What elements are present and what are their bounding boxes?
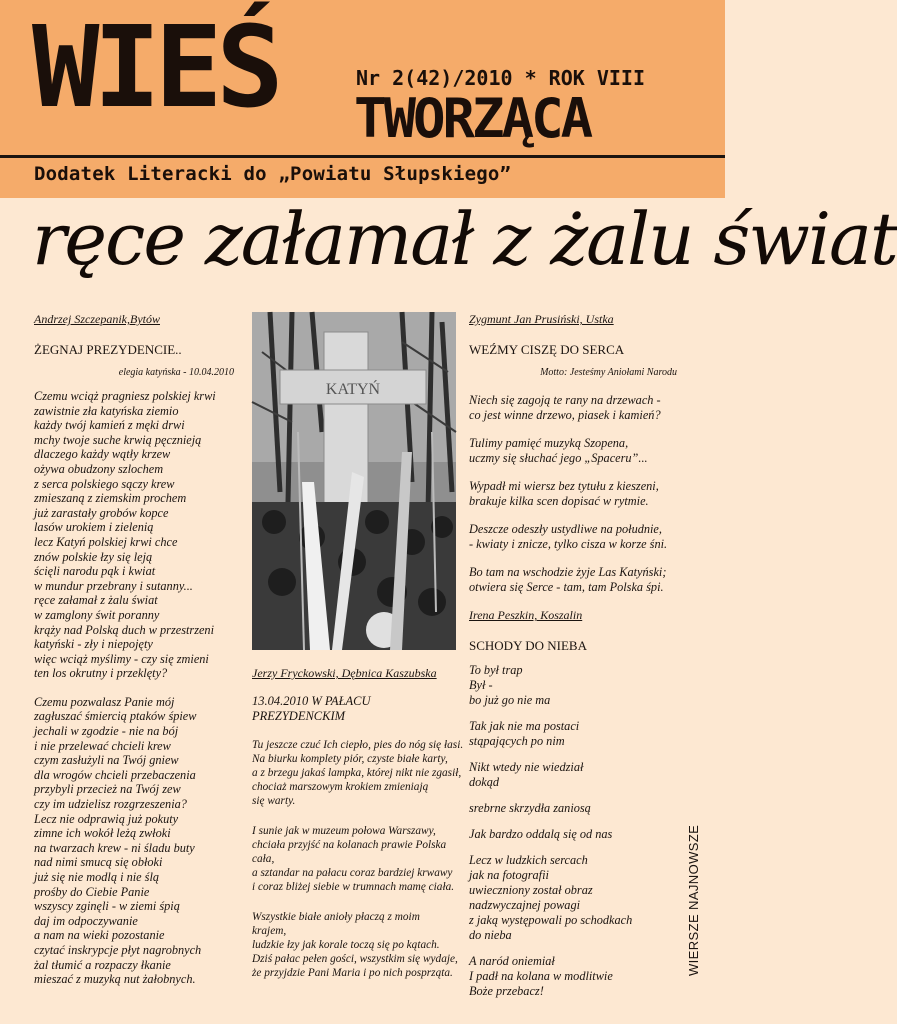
poem-line: dla wrogów chcieli przebaczenia — [34, 767, 196, 782]
poem-author: Jerzy Fryckowski, Dębnica Kaszubska — [252, 666, 437, 680]
poem-stanza — [469, 663, 677, 708]
poem-line: ożywa obudzony szlochem — [34, 461, 164, 476]
right-column — [469, 312, 677, 1010]
poem-line: prośby do Ciebie Panie — [34, 884, 150, 899]
poem-line: i nie przelewać chcieli krew — [34, 738, 171, 753]
poem-line: a z brzegu jakaś lampka, której nikt nie zgasił, — [252, 767, 462, 779]
poem-line: uczmy się słuchać jego „Spaceru”... — [469, 451, 648, 465]
poem-stanza — [469, 827, 677, 842]
poem-motto: Motto: Jesteśmy Aniołami Narodu — [540, 367, 677, 378]
poem-line: Na biurku komplety piór, czyste białe karty, — [252, 753, 448, 765]
poem-line: dlaczego każdy wątły krzew — [34, 447, 171, 462]
poem-line: przybyli przecież na Twój zew — [34, 782, 181, 797]
poem-author: Irena Peszkin, Koszalin — [469, 608, 583, 622]
poem-stanza — [469, 565, 677, 595]
poem-line: nadzwyczajnej powagi — [469, 898, 581, 912]
poem-line: Niech się zagoją te rany na drzewach - — [469, 393, 661, 407]
poem-line: w zamglony świt poranny — [34, 607, 160, 622]
poem-line: Czemu pozwalasz Panie mój — [34, 694, 175, 709]
poem-title: 13.04.2010 W PAŁACU PREZYDENCKIM — [252, 694, 371, 723]
poem-line: bo już go nie ma — [469, 693, 551, 707]
poem-line: Wypadł mi wiersz bez tytułu z kieszeni, — [469, 479, 659, 493]
supplement-title: Dodatek Literacki do „Powiatu Słupskiego” — [34, 163, 512, 185]
poem-line: uwieczniony został obraz — [469, 883, 593, 897]
poem-line: Nikt wtedy nie wiedział — [469, 760, 584, 774]
poem-line: znów polskie łzy się leją — [34, 549, 153, 564]
poem-line: To był trap — [469, 663, 523, 677]
poem-line: że przyjdzie Pani Maria i po nich posprząta. — [252, 967, 453, 979]
poem-line: mieszać z muzyką nut żałobnych. — [34, 972, 196, 987]
poem-line: Dziś pałac pełen gości, wszystkim się wydaje, — [252, 953, 458, 965]
poem-stanza — [469, 760, 677, 790]
poem-line: Jak bardzo oddalą się od nas — [469, 827, 613, 841]
poem-line: więc wciąż myślimy - czy się zmieni — [34, 651, 209, 666]
poem-line: Czemu wciąż pragniesz polskiej krwi — [34, 389, 216, 403]
poem-line: I sunie jak w muzeum połowa Warszawy, — [252, 825, 436, 837]
poem-line: Deszcze odeszły ustydliwe na południe, — [469, 522, 662, 536]
poem-line: dokąd — [469, 775, 500, 789]
poem-line: Bo tam na wschodzie żyje Las Katyński; — [469, 565, 667, 579]
poem-line: i coraz bliżej siebie w trumnach mamę ciała. — [252, 881, 455, 893]
poem-line: czytać inskrypcje płyt nagrobnych — [34, 942, 202, 957]
poem-line: żal tłumić a rozpaczy łkanie — [34, 957, 171, 972]
memorial-photo — [252, 312, 456, 650]
poem-line: z jaką występowali po schodkach — [469, 913, 633, 927]
poem-line: czy im udzielisz rozgrzeszenia? — [34, 797, 187, 812]
poem-line: krąży nad Polską duch w przestrzeni — [34, 622, 214, 637]
middle-column — [252, 666, 464, 980]
headline: ręce załamał z żalu świat — [32, 197, 897, 281]
poem-body — [469, 663, 677, 999]
poem-stanza — [252, 910, 456, 980]
poem-line: ścięli narodu pąk i kwiat — [34, 564, 156, 579]
poem-line: zmieszaną z ziemskim prochem — [34, 491, 187, 506]
poem-line: do nieba — [469, 928, 512, 942]
poem-author: Zygmunt Jan Prusiński, Ustka — [469, 312, 614, 326]
poem-line: czym zasłużyli na Twój gniew — [34, 753, 179, 768]
poem-line: brakuje kilka scen dopisać w rytmie. — [469, 494, 649, 508]
poem-line: - kwiaty i znicze, tylko cisza w korze śni. — [469, 537, 668, 551]
poem-stanza — [469, 719, 677, 749]
poem-line: każdy twój kamień z męki drwi — [34, 418, 185, 433]
poem-line: a sztandar na pałacu coraz bardziej krwawy — [252, 867, 453, 879]
poem-stanza — [469, 954, 677, 999]
poem-stanza — [469, 522, 677, 552]
poem-line: mchy twoje suche krwią pęcznieją — [34, 432, 202, 447]
poem-line: A naród oniemiał — [469, 954, 555, 968]
left-column — [34, 312, 234, 987]
poem-line: cała, — [252, 853, 275, 865]
poem-line: lecz Katyń polskiej krwi chce — [34, 534, 178, 549]
poem-line: chociaż marszowym krokiem zmieniają — [252, 781, 429, 793]
poem-line: daj im odpoczywanie — [34, 913, 138, 928]
poem-line: ręce załamał z żalu świat — [34, 593, 158, 608]
poem-stanza — [469, 436, 677, 466]
masthead-title: WIEŚ — [32, 3, 278, 133]
masthead-subtitle: TWORZĄCA — [354, 87, 591, 150]
cross-inscription: KATYŃ — [325, 381, 381, 398]
poem-line: w mundur przebrany i sutanny... — [34, 578, 193, 593]
poem-line: ten los okrutny i przeklęty? — [34, 666, 168, 681]
poem-line: na twarzach krew - ni śladu buty — [34, 840, 195, 855]
poem-line: jak na fotografii — [469, 868, 549, 882]
poem-line: katyński - zły i niepojęty — [34, 637, 153, 652]
poem-line: już zarastały grobów kopce — [34, 505, 169, 520]
poem-line: się warty. — [252, 795, 296, 807]
poem-body — [469, 393, 677, 595]
poem-line: I padł na kolana w modlitwie — [469, 969, 613, 983]
poem-stanza — [469, 479, 677, 509]
poem-title: ŻEGNAJ PREZYDENCIE.. — [34, 342, 182, 357]
poem-line: otwiera się Serce - tam, tam Polska śpi. — [469, 580, 664, 594]
section-label-text: WIERSZE NAJNOWSZE — [686, 824, 701, 976]
poem-line: Lecz w ludzkich sercach — [469, 853, 588, 867]
section-label — [678, 816, 718, 986]
poem-stanza — [252, 824, 456, 894]
poem-title: SCHODY DO NIEBA — [469, 638, 587, 653]
poem-line: wszyscy zginęli - w ziemi śpią — [34, 899, 180, 914]
poem-line: nad nimi smucą się obłoki — [34, 855, 163, 870]
poem-line: Tulimy pamięć muzyką Szopena, — [469, 436, 629, 450]
poem-line: Tak jak nie ma postaci — [469, 719, 580, 733]
poem-line: Wszystkie białe anioły płaczą z moim — [252, 911, 420, 923]
poem-line: już się nie modlą i nie ślą — [34, 870, 160, 884]
poem-stanza — [34, 389, 234, 681]
poem-line: jechali w zgodzie - nie na bój — [34, 724, 179, 739]
poem-line: srebrne skrzydła zaniosą — [469, 801, 591, 815]
poem-stanza — [469, 801, 677, 816]
poem-line: zimne ich wokół leżą zwłoki — [34, 826, 171, 841]
poem-line: ludzkie łzy jak korale toczą się po kątach. — [252, 939, 440, 951]
poem-author: Andrzej Szczepanik,Bytów — [34, 312, 160, 326]
poem-line: Był - — [469, 678, 493, 692]
poem-title: WEŹMY CISZĘ DO SERCA — [469, 342, 625, 357]
poem-line: Lecz nie odprawią już pokuty — [34, 811, 179, 826]
poem-line: co jest winne drzewo, piasek i kamień? — [469, 408, 661, 422]
poem-line: chciała przyjść na kolanach prawie Polska — [252, 839, 447, 851]
poem-line: zawistnie zła katyńska ziemio — [34, 403, 179, 418]
poem-dedication: elegia katyńska - 10.04.2010 — [118, 367, 234, 378]
poem-line: a nam na wieki pozostanie — [34, 928, 165, 943]
poem-line: z serca polskiego sączy krew — [34, 476, 175, 491]
poem-line: krajem, — [252, 925, 287, 937]
poem-line: Tu jeszcze czuć Ich ciepło, pies do nóg się łasi. — [252, 739, 464, 751]
poem-line: stąpających po nim — [469, 734, 565, 748]
poem-line: zagłuszać śmiercią ptaków śpiew — [34, 709, 197, 724]
issue-number: Nr 2(42)/2010 * ROK VIII — [356, 66, 645, 90]
poem-line: Boże przebacz! — [469, 984, 544, 998]
poem-stanza — [469, 393, 677, 423]
poem-stanza — [34, 695, 234, 987]
poem-line: lasów urokiem i zielenią — [34, 520, 154, 535]
poem-stanza — [252, 738, 464, 808]
poem-stanza — [469, 853, 677, 943]
